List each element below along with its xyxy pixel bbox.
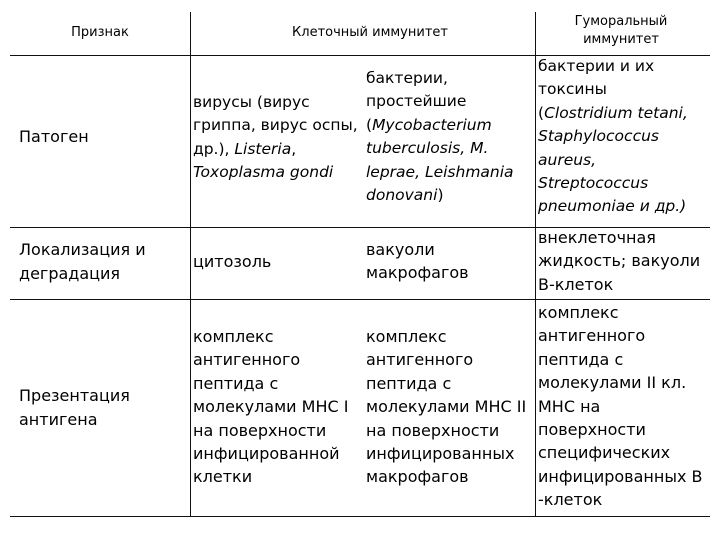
- pathogen-cellular-vacuolar: бактерии, простейшие (Mycobacterium tuberculosis, M. leprae, Leishmania donovani): [366, 69, 514, 205]
- presentation-cellular-cytosolic: комплекс антигенного пептида с молекулами MHC I на поверхности инфицированной клетки: [193, 327, 349, 487]
- row-divider: [10, 299, 710, 300]
- localization-cellular-cytosolic: цитозоль: [193, 252, 272, 271]
- row-label-pathogen: Патоген: [19, 127, 89, 146]
- localization-cellular-vacuolar: вакуоли макрофагов: [366, 240, 469, 283]
- presentation-humoral: комплекс антигенного пептида с молекулами II кл. MHC на поверхности специфических инфицированных В -клеток: [538, 303, 703, 510]
- header-humoral-immunity: Гуморальный иммунитет: [574, 14, 668, 47]
- pathogen-cellular-cytosolic: вирусы (вирус гриппа, вирус оспы, др.), Listeria, Toxoplasma gondi: [193, 93, 358, 182]
- pathogen-humoral: бактерии и их токсины (Clostridium tetani, Staphylococcus aureus, Streptococcus pneumoniae и др.): [538, 57, 688, 216]
- localization-humoral: внеклеточная жидкость; вакуоли В-клеток: [538, 228, 701, 294]
- header-cellular-immunity: Клеточный иммунитет: [292, 25, 448, 40]
- column-divider: [535, 12, 536, 516]
- row-divider: [10, 516, 710, 517]
- row-label-localization: Локализация и деградация: [19, 240, 146, 283]
- row-label-antigen-presentation: Презентация антигена: [19, 386, 130, 429]
- column-divider: [190, 12, 191, 516]
- presentation-cellular-vacuolar: комплекс антигенного пептида с молекулами MHC II на поверхности инфицированных макрофагов: [366, 327, 527, 487]
- header-feature: Признак: [71, 25, 129, 40]
